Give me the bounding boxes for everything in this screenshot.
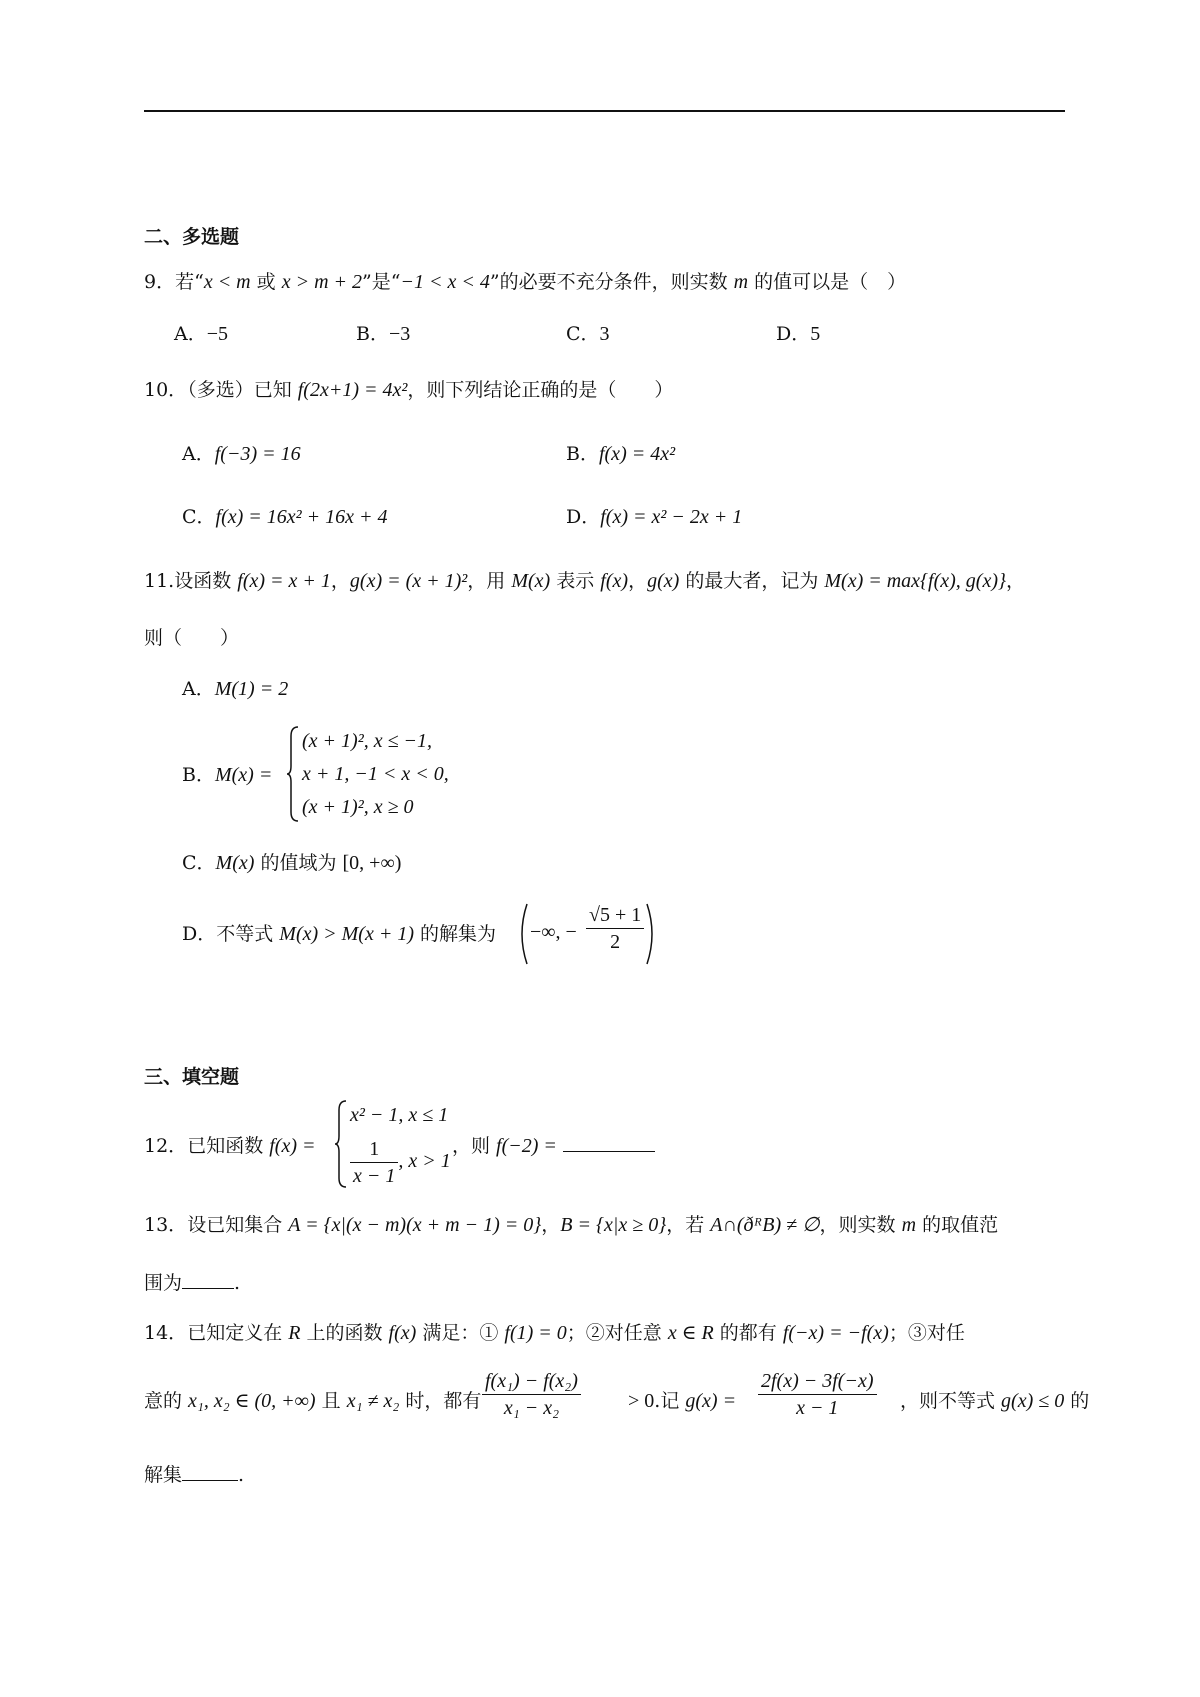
answer-blank[interactable] (182, 1288, 234, 1289)
option-d[interactable]: D．f(x) = x² − 2x + 1 (566, 506, 743, 528)
math-expr: M(x) = max{f(x), g(x)} (824, 570, 1006, 592)
math-expr: g(x) = (x + 1)² (349, 570, 468, 592)
option-c[interactable]: C．3 (566, 323, 610, 345)
left-brace (286, 726, 300, 822)
option-a[interactable]: A．f(−3) = 16 (182, 443, 301, 465)
math-expr: f(x) (600, 570, 629, 592)
option-a[interactable]: A．M(1) = 2 (182, 678, 289, 700)
math-expr: −1 < x < 4 (400, 271, 490, 293)
question-14-line3: 解集 . (144, 1464, 245, 1486)
answer-blank[interactable] (563, 1151, 655, 1152)
math-expr: x > m + 2 (281, 271, 363, 293)
question-13: 13．设已知集合 A = {x|(x − m)(x + m − 1) = 0}，B = {x|x ≥ 0}，若 A∩(ðᴿB) ≠ ∅，则实数 m 的取值范 (144, 1214, 999, 1236)
section-title-multi-select: 二、多选题 (144, 226, 240, 248)
question-number: 14． (144, 1322, 188, 1344)
question-11-line2: 则（ ） (144, 627, 240, 649)
answer-blank[interactable] (182, 1480, 238, 1481)
left-paren (516, 903, 528, 965)
case-3: (x + 1)², x ≥ 0 (302, 796, 414, 818)
question-13-line2: 围为 . (144, 1272, 241, 1294)
option-c[interactable]: C．f(x) = 16x² + 16x + 4 (182, 506, 388, 528)
question-number: 10． (144, 379, 188, 401)
question-11: 11.设函数 f(x) = x + 1，g(x) = (x + 1)²，用 M(x) 表示 f(x)，g(x) 的最大者，记为 M(x) = max{f(x), g(x)}， (144, 570, 1026, 592)
option-d[interactable]: D．不等式 M(x) > M(x + 1) 的解集为 (182, 923, 497, 945)
math-var: m (733, 271, 749, 293)
question-14: 14．已知定义在 R 上的函数 f(x) 满足：① f(1) = 0；②对任意 x ∈ R 的都有 f(−x) = −f(x)；③对任 (144, 1322, 965, 1344)
question-14-line2c: ，则不等式 g(x) ≤ 0 的 (900, 1390, 1090, 1412)
option-b[interactable]: B．−3 (356, 323, 411, 345)
interval-left: −∞, − (530, 921, 577, 943)
case-1: (x + 1)², x ≤ −1, (302, 730, 433, 752)
question-12-ask: ，则 f(−2) = (452, 1134, 655, 1158)
section-title-fill-in: 三、填空题 (144, 1066, 240, 1088)
question-number: 12． (144, 1135, 188, 1157)
option-c[interactable]: C．M(x) 的值域为 [0, +∞) (182, 852, 402, 874)
option-d[interactable]: D．5 (776, 323, 821, 345)
fraction-2: $\frac{2f(x) - 3f(-x)}{x - 1}$ (758, 1368, 877, 1421)
case-1: x² − 1, x ≤ 1 (350, 1104, 449, 1126)
question-9: 9．若“x < m 或 x > m + 2”是“−1 < x < 4”的必要不充分条件，则实数 m 的值可以是（ ） (144, 271, 907, 293)
question-10: 10．（多选）已知 f(2x+1) = 4x²，则下列结论正确的是（ ） (144, 379, 674, 401)
right-paren (646, 903, 658, 965)
question-number: 9． (144, 271, 176, 293)
question-number: 13． (144, 1214, 188, 1236)
question-number: 11. (144, 570, 175, 592)
left-brace (334, 1100, 348, 1188)
math-expr: M(x) (511, 570, 551, 592)
question-14-line2b: > 0.记 g(x) = (628, 1390, 737, 1412)
fraction-1: $\frac{\text{f(x₁) − f(x₂)}}{\text{x₁ − x₂}}$ (482, 1368, 581, 1421)
option-b[interactable]: B．f(x) = 4x² (566, 443, 676, 465)
header-rule (144, 110, 1065, 112)
fraction: $\frac{√5 + 1}{2}$ (586, 902, 644, 955)
option-b[interactable]: B．M(x) = (182, 764, 273, 786)
math-expr: g(x) (647, 570, 680, 592)
math-expr: x < m (203, 271, 251, 293)
math-expr: f(2x+1) = 4x² (297, 379, 408, 401)
option-a[interactable]: A．−5 (174, 323, 229, 345)
case-2: x + 1, −1 < x < 0, (302, 763, 449, 785)
case-2: $\frac{1}{x - 1}$ , x > 1 (350, 1136, 451, 1189)
question-12: 12．已知函数 f(x) = (144, 1135, 316, 1157)
math-expr: f(x) = x + 1 (237, 570, 331, 592)
question-14-line2a: 意的 x₁, x₂ ∈ (0, +∞) 且 x₁ ≠ x₂ 时，都有 (144, 1390, 482, 1412)
